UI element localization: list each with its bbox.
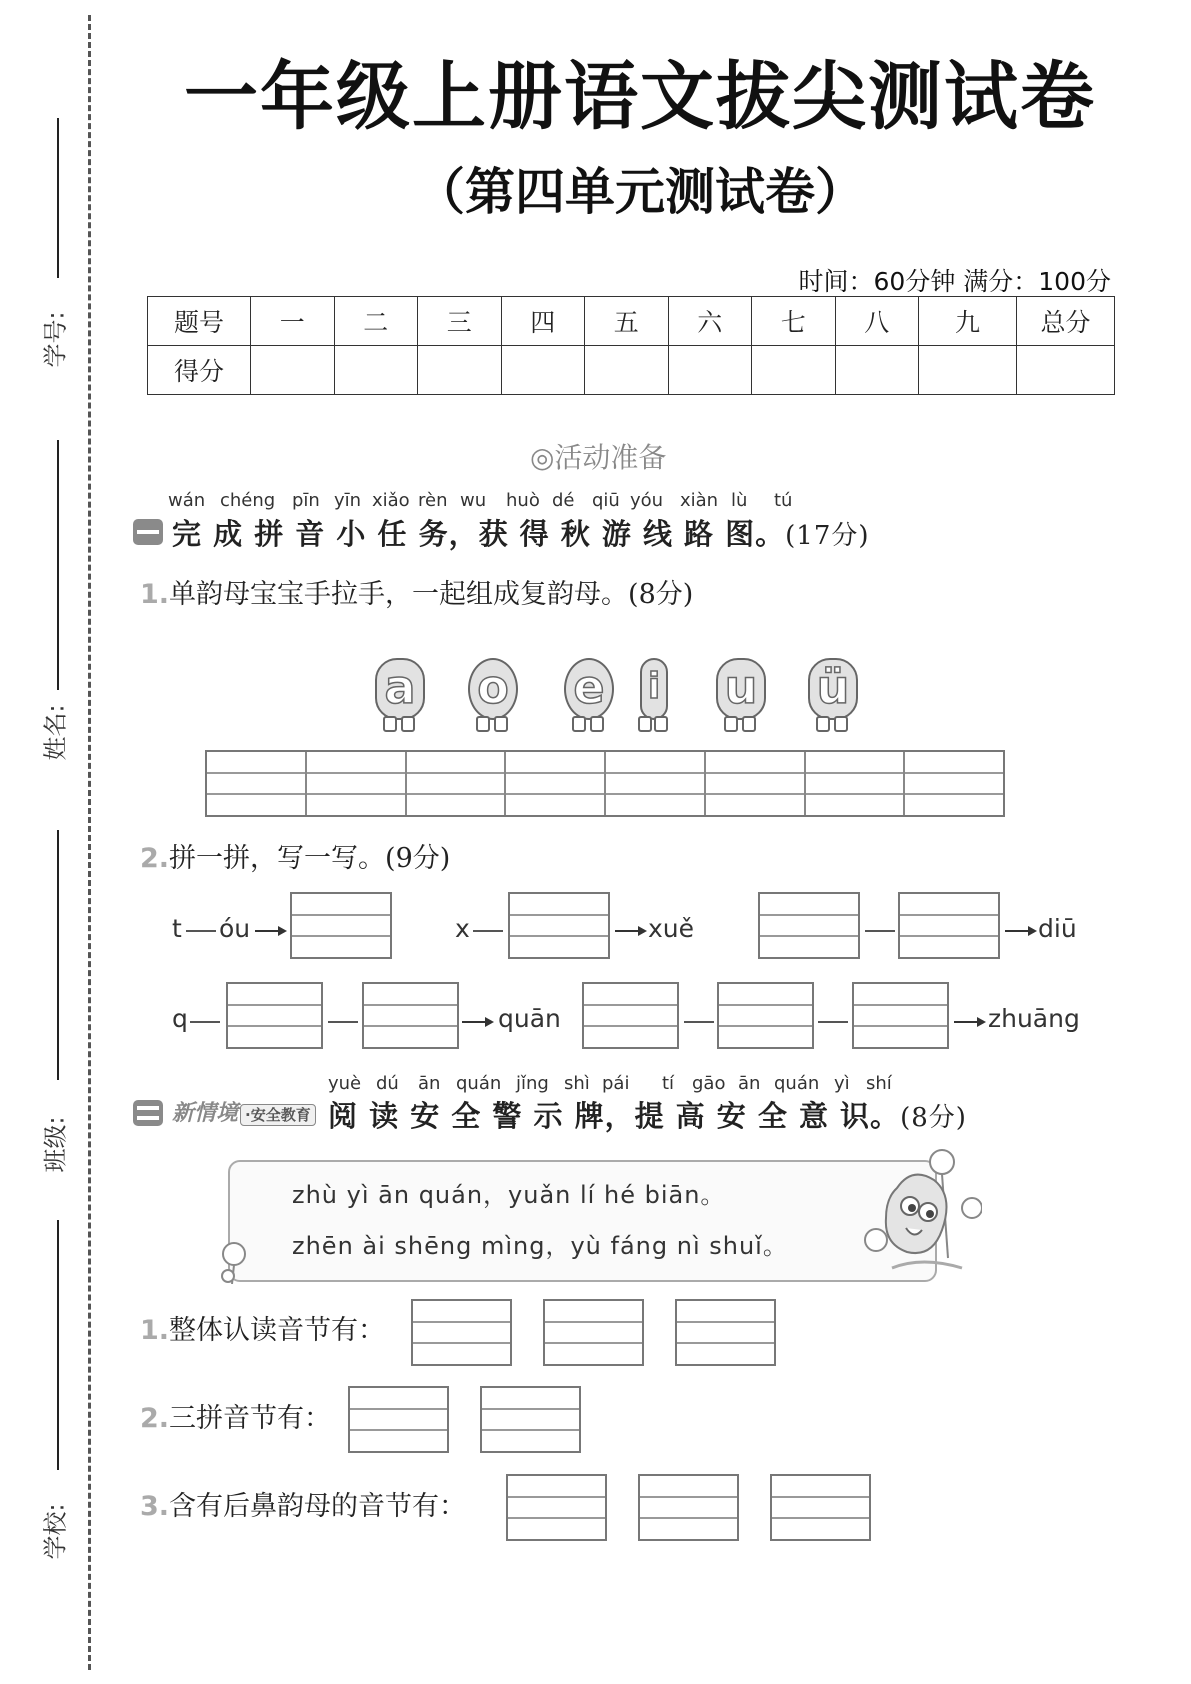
section2-q1 [140, 1308, 385, 1347]
answer-grid[interactable] [582, 982, 679, 1049]
col-header: 八 [835, 297, 919, 346]
question-number: 3. [140, 1491, 170, 1522]
score-cell[interactable] [835, 346, 919, 395]
binding-dashed-line [88, 15, 91, 1670]
row-label: 得分 [148, 346, 251, 395]
class-label: 班级: [41, 1116, 70, 1173]
vowel-glyph: u [716, 658, 766, 720]
activity-label: ◎活动准备 [530, 441, 667, 474]
name-label: 姓名: [41, 704, 70, 761]
connector-dash [328, 1021, 358, 1023]
question-number: 2. [140, 843, 170, 874]
badge-tag: ·安全教育 [240, 1104, 316, 1126]
score-cell[interactable] [919, 346, 1017, 395]
new-context-badge [172, 1096, 316, 1127]
score-cell[interactable] [585, 346, 669, 395]
section2-q2 [140, 1396, 331, 1435]
connector-dash [818, 1021, 848, 1023]
answer-grid[interactable] [770, 1474, 871, 1541]
question-score: (8分) [628, 579, 694, 610]
section2-title [328, 1094, 967, 1135]
section-two-icon [133, 1100, 163, 1126]
arrow-icon [255, 930, 283, 932]
answer-grid[interactable] [638, 1474, 739, 1541]
answer-grid[interactable] [506, 1474, 607, 1541]
row-label: 题号 [148, 297, 251, 346]
student-id-line[interactable] [57, 118, 59, 278]
section2-score: (8分) [900, 1103, 967, 1133]
writing-cell[interactable] [307, 752, 407, 815]
section2-q3 [140, 1484, 466, 1523]
pinyin-q: q [172, 1004, 188, 1033]
pinyin: dé [552, 490, 575, 511]
pinyin-zhuang: zhuāng [988, 1004, 1080, 1033]
answer-grid[interactable] [508, 892, 610, 959]
score-cell[interactable] [251, 346, 335, 395]
question-text: 三拼音节有： [169, 1403, 332, 1434]
answer-grid[interactable] [480, 1386, 581, 1453]
section1-q2 [140, 836, 450, 875]
col-header: 四 [501, 297, 585, 346]
pinyin: ān [418, 1073, 441, 1094]
connector-dash [473, 930, 503, 932]
col-header: 七 [752, 297, 836, 346]
exam-meta: 时间：60分钟 满分：100分 [798, 267, 1111, 296]
vowel-glyph: a [375, 658, 425, 720]
writing-cell[interactable] [806, 752, 906, 815]
col-header: 一 [251, 297, 335, 346]
writing-cell[interactable] [407, 752, 507, 815]
vowel-glyph: e [564, 658, 614, 720]
score-table-header-row [148, 297, 1115, 346]
q1-writing-grid[interactable] [205, 750, 1005, 817]
pinyin: pái [602, 1073, 630, 1094]
school-label: 学校: [41, 1503, 70, 1560]
section2-title-text: 阅 读 安 全 警 示 牌，提 高 安 全 意 识。 [328, 1099, 901, 1133]
answer-grid[interactable] [411, 1299, 512, 1366]
pinyin: wu [460, 490, 487, 511]
vowel-character-o [456, 648, 526, 732]
pinyin: pīn [292, 490, 320, 511]
question-text: 整体认读音节有： [169, 1315, 386, 1346]
connector-dash [684, 1021, 714, 1023]
question-number: 1. [140, 1315, 170, 1346]
col-header: 三 [418, 297, 502, 346]
pinyin: jǐng [516, 1073, 549, 1094]
score-cell[interactable] [501, 346, 585, 395]
question-text: 拼一拼，写一写。 [169, 843, 386, 874]
answer-grid[interactable] [852, 982, 949, 1049]
writing-cell[interactable] [905, 752, 1003, 815]
score-cell[interactable] [668, 346, 752, 395]
mascot-illustration-icon [862, 1148, 982, 1278]
sign-line-2: zhēn ài shēng mìng，yù fáng nì shuǐ。 [292, 1232, 788, 1260]
pinyin: ān [738, 1073, 761, 1094]
answer-grid[interactable] [290, 892, 392, 959]
arrow-icon [615, 930, 643, 932]
writing-cell[interactable] [506, 752, 606, 815]
pinyin: shí [866, 1073, 892, 1094]
score-cell[interactable] [752, 346, 836, 395]
answer-grid[interactable] [362, 982, 459, 1049]
section1-title [172, 512, 870, 553]
pinyin: qiū [592, 490, 620, 511]
flower-decoration-icon [218, 1240, 254, 1284]
pinyin: yuè [328, 1073, 362, 1094]
col-header: 总分 [1017, 297, 1115, 346]
pinyin: wán [168, 490, 206, 511]
sign-line-1: zhù yì ān quán，yuǎn lí hé biān。 [292, 1181, 726, 1209]
vowel-glyph: o [468, 658, 518, 720]
arrow-icon [462, 1021, 490, 1023]
section1-q1 [140, 572, 693, 611]
question-number: 2. [140, 1403, 170, 1434]
col-header: 五 [585, 297, 669, 346]
pinyin: yì [834, 1073, 850, 1094]
school-line[interactable] [57, 1220, 59, 1470]
section-one-icon [133, 519, 163, 545]
col-header: 六 [668, 297, 752, 346]
pinyin: shì [564, 1073, 590, 1094]
connector-dash [186, 930, 216, 932]
pinyin-t: t [172, 914, 182, 943]
pinyin: huò [506, 490, 540, 511]
score-table-score-row [148, 346, 1115, 395]
pinyin-diu: diū [1038, 914, 1077, 943]
pinyin: yóu [630, 490, 664, 511]
writing-cell[interactable] [207, 752, 307, 815]
answer-grid[interactable] [898, 892, 1000, 959]
section1-title-text: 完 成 拼 音 小 任 务，获 得 秋 游 线 路 图。 [172, 517, 786, 551]
pinyin-ou: óu [219, 914, 251, 943]
vowel-glyph: i [640, 658, 668, 720]
connector-dash [865, 930, 895, 932]
pinyin: dú [376, 1073, 399, 1094]
answer-grid[interactable] [717, 982, 814, 1049]
student-id-label: 学号: [41, 311, 70, 368]
col-header: 二 [334, 297, 418, 346]
writing-cell[interactable] [606, 752, 706, 815]
pinyin: tí [662, 1073, 675, 1094]
score-cell[interactable] [418, 346, 502, 395]
pinyin: tú [774, 490, 793, 511]
vowel-character-a [363, 648, 433, 732]
pinyin: chéng [220, 490, 276, 511]
vowel-glyph: ü [808, 658, 858, 720]
answer-grid[interactable] [348, 1386, 449, 1453]
answer-grid[interactable] [758, 892, 860, 959]
vowel-character-e [552, 648, 622, 732]
answer-grid[interactable] [226, 982, 323, 1049]
vowel-character-u [704, 648, 774, 732]
badge-prefix: 新情境 [172, 1101, 239, 1126]
score-cell[interactable] [1017, 346, 1115, 395]
score-table [147, 296, 1115, 395]
pinyin: quán [456, 1073, 502, 1094]
vowel-character-v [796, 648, 866, 732]
name-line[interactable] [57, 440, 59, 690]
class-line[interactable] [57, 830, 59, 1080]
score-cell[interactable] [334, 346, 418, 395]
vowel-character-i [628, 648, 678, 732]
pinyin-quan: quān [498, 1004, 561, 1033]
section1-score: (17分) [785, 521, 870, 551]
pinyin-x: x [455, 914, 470, 943]
answer-grid[interactable] [675, 1299, 776, 1366]
writing-cell[interactable] [706, 752, 806, 815]
question-number: 1. [140, 579, 170, 610]
pinyin: yīn [334, 490, 362, 511]
pinyin-xue: xuě [648, 914, 695, 943]
page-title: 一年级上册语文拔尖测试卷 [184, 54, 1096, 140]
arrow-icon [954, 1021, 982, 1023]
pinyin: xiàn [680, 490, 719, 511]
pinyin: gāo [692, 1073, 726, 1094]
question-text: 含有后鼻韵母的音节有： [169, 1491, 467, 1522]
pinyin: lù [731, 490, 748, 511]
answer-grid[interactable] [543, 1299, 644, 1366]
connector-dash [190, 1021, 220, 1023]
pinyin: rèn [418, 490, 448, 511]
arrow-icon [1005, 930, 1033, 932]
pinyin: quán [774, 1073, 820, 1094]
col-header: 九 [919, 297, 1017, 346]
question-text: 单韵母宝宝手拉手，一起组成复韵母。 [169, 579, 629, 610]
page-subtitle: （第四单元测试卷） [415, 163, 865, 221]
question-score: (9分) [385, 843, 451, 874]
pinyin: xiǎo [372, 490, 410, 511]
